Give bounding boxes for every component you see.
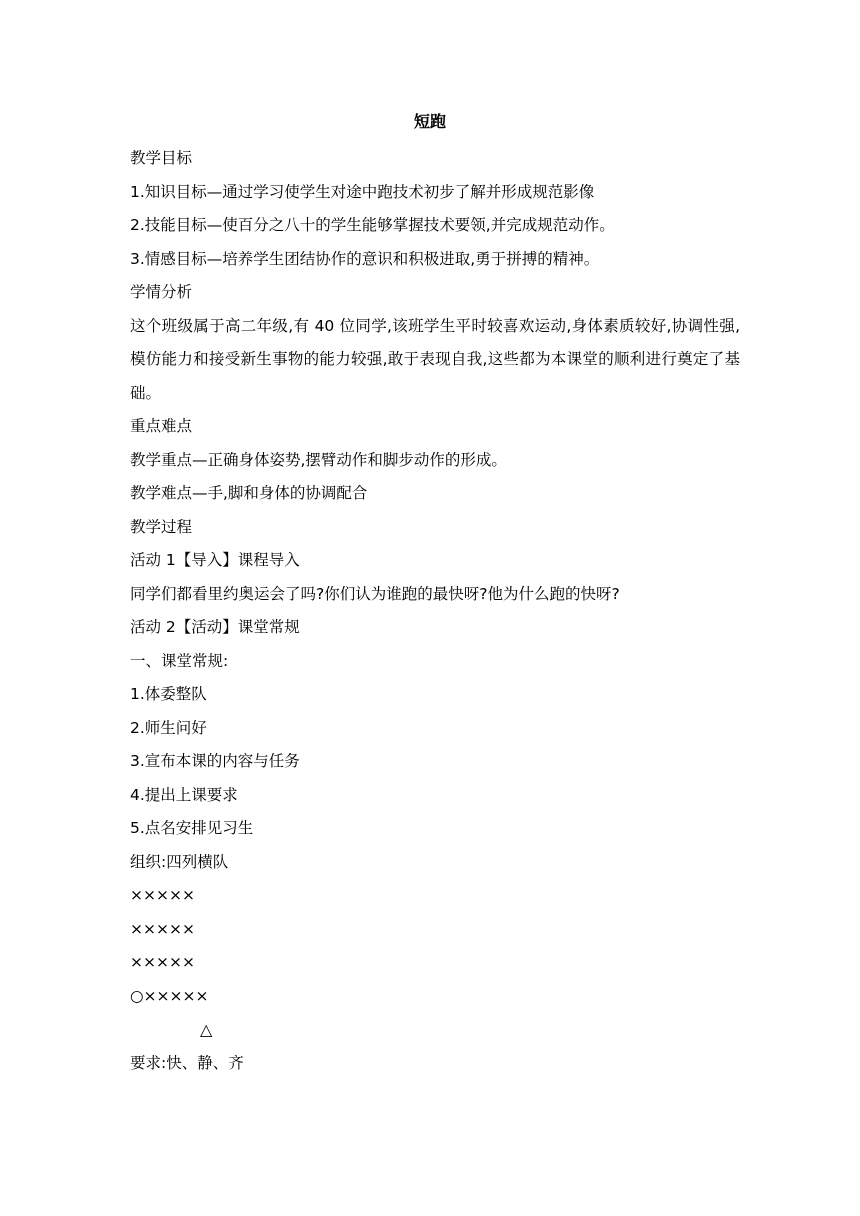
formation-row: ××××× xyxy=(130,919,195,938)
heading-key-difficulties: 重点难点 xyxy=(130,417,193,435)
requirements: 要求:快、静、齐 xyxy=(130,1053,244,1072)
teaching-difficulty: 教学难点—手,脚和身体的协调配合 xyxy=(130,484,368,502)
formation-row: ××××× xyxy=(130,886,195,904)
routine-step-5: 5.点名安排见习生 xyxy=(130,819,254,837)
routine-step-2: 2.师生问好 xyxy=(130,718,207,737)
teacher-triangle-icon: △ xyxy=(200,1020,213,1039)
goal-skill: 2.技能目标—使百分之八十的学生能够掌握技术要领,并完成规范动作。 xyxy=(130,216,615,234)
routine-step-1: 1.体委整队 xyxy=(130,685,207,703)
routine-heading: 一、课堂常规: xyxy=(130,651,229,670)
activity-1-question: 同学们都看里约奥运会了吗?你们认为谁跑的最快呀?他为什么跑的快呀? xyxy=(130,584,620,603)
student-analysis-paragraph: 这个班级属于高二年级,有 40 位同学,该班学生平时较喜欢运动,身体素质较好,协调性强,模仿能力和接受新生事物的能力较强,敢于表现自我,这些都为本课堂的顺利进行奠定了基础。 xyxy=(130,316,740,402)
document-body xyxy=(130,142,740,1080)
goal-emotion: 3.情感目标—培养学生团结协作的意识和积极进取,勇于拼搏的精神。 xyxy=(130,249,600,268)
activity-1-heading: 活动 1【导入】课程导入 xyxy=(130,551,300,569)
formation-row: ○××××× xyxy=(130,986,209,1005)
formation-diagram xyxy=(130,879,740,1047)
activity-2-heading: 活动 2【活动】课堂常规 xyxy=(130,618,300,636)
routine-step-3: 3.宣布本课的内容与任务 xyxy=(130,752,300,770)
formation-row: ××××× xyxy=(130,953,195,971)
heading-teaching-process: 教学过程 xyxy=(130,517,193,536)
organization-label: 组织:四列横队 xyxy=(130,852,229,871)
routine-step-4: 4.提出上课要求 xyxy=(130,785,238,804)
teaching-key-point: 教学重点—正确身体姿势,摆臂动作和脚步动作的形成。 xyxy=(130,450,507,469)
heading-student-analysis: 学情分析 xyxy=(130,283,193,301)
heading-teaching-goals: 教学目标 xyxy=(130,149,193,167)
goal-knowledge: 1.知识目标—通过学习使学生对途中跑技术初步了解并形成规范影像 xyxy=(130,182,595,201)
document-title: 短跑 xyxy=(413,112,446,131)
